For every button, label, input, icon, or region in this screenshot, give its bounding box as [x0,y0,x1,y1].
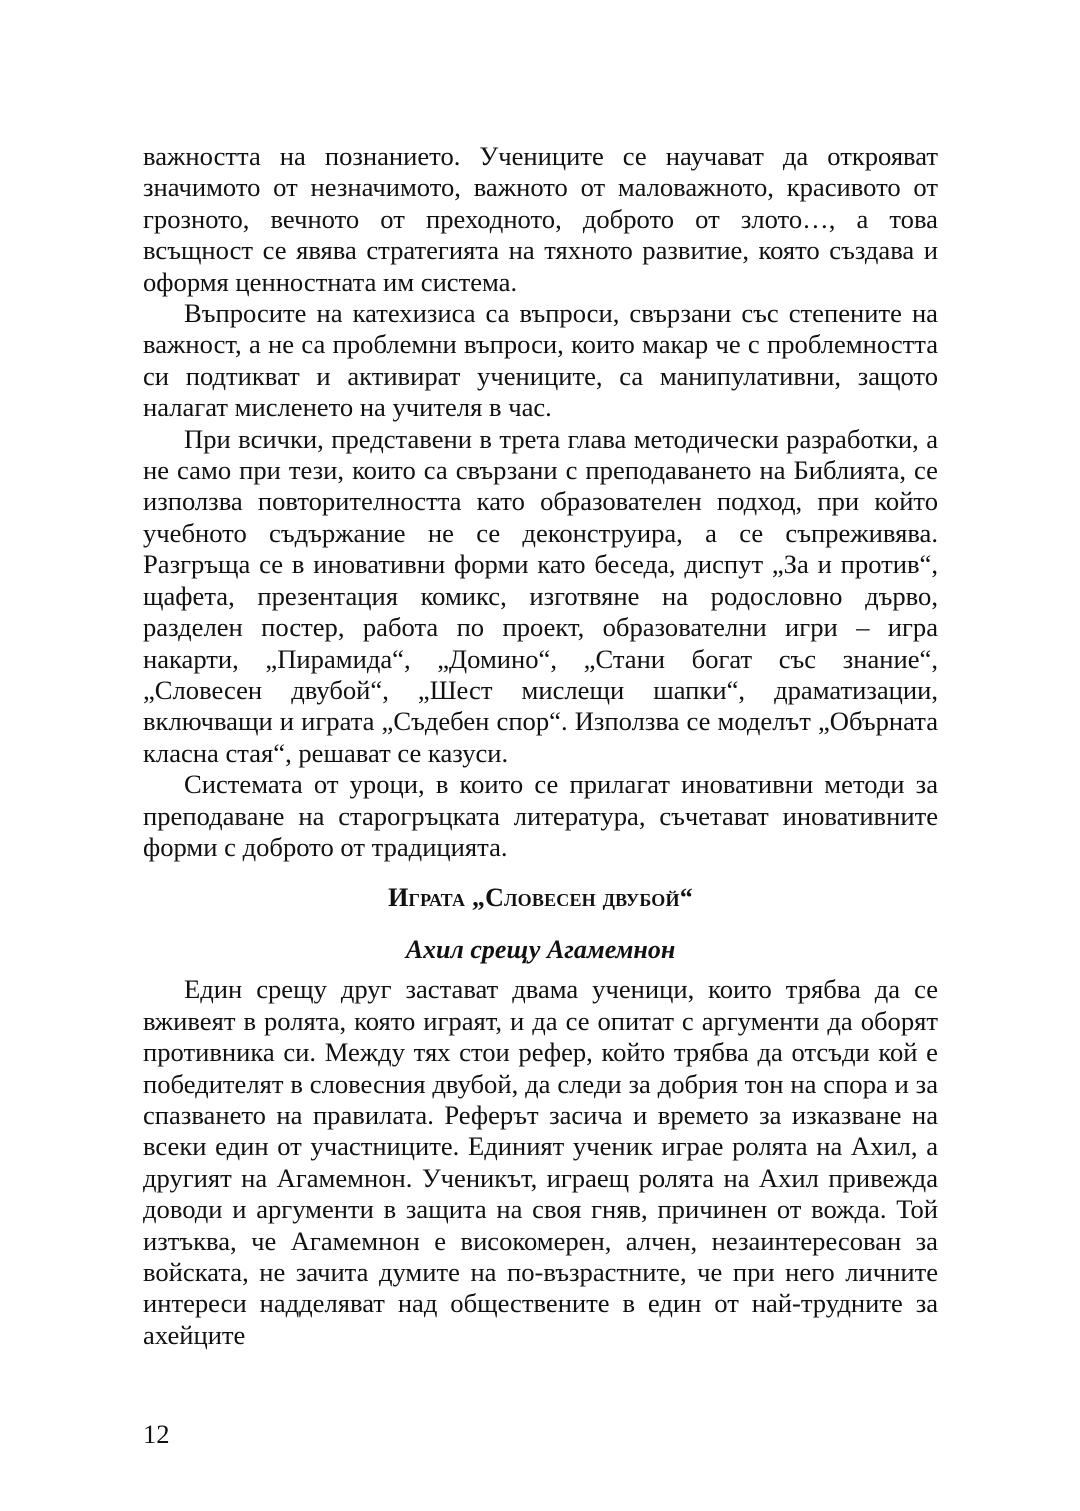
paragraph-lesson-system: Системата от уроци, в които се прилагат иновативни методи за преподаване на старогръцката литература, съчетават иновативните форми с доброто от традицията. [143,769,938,862]
page-number: 12 [143,1419,170,1449]
paragraph-continuation: важността на познанието. Учениците се научават да открояват значимото от незначимото, важното от маловажното, красивото от грозното, вечното от преходното, доброто от злото…, а това всъщност се явява стратегията на тяхното развитие, която създава и оформя ценностната им система. [143,141,938,297]
paragraph-methodical-developments: При всички, представени в трета глава методически разработки, а не само при тези, които са свързани с преподаването на Библията, се използва повторителността като образователен подход, при който учебното съдържание не се деконструира, а се съпреживява. Разгръща се в иновативни форми като беседа, диспут „За и против“, щафета, презентация комикс, изготвяне на родословно дърво, разделен постер, работа по проект, образователни игри – игра накарти, „Пирамида“, „Домино“, „Стани богат със знание“, „Словесен двубой“, „Шест мислещи шапки“, драматизации, включващи и играта „Съдебен спор“. Използва се моделът „Обърната класна стая“, решават се казуси. [143,423,938,768]
paragraph-game-description: Един срещу друг застават двама ученици, които трябва да се вживеят в ролята, която играят, и да се опитат с аргументи да оборят противника си. Между тях стои рефер, който трябва да отсъди кой е победителят в словесния двубой, да следи за добрия тон на спора и за спазването на правилата. Реферът засича и времето за изказване на всеки един от участниците. Единият ученик играе ролята на Ахил, а другият на Агамемнон. Ученикът, играещ ролята на Ахил привежда доводи и аргументи в защита на своя гняв, причинен от вожда. Той изтъква, че Агамемнон е високомерен, алчен, незаинтересован за войската, не зачита думите на по-възрастните, че при него личните интереси надделяват над обществените в един от най-трудните за ахейците [143,974,938,1350]
section-heading: Играта „Словесен двубой“ [388,883,693,913]
page-body [143,141,938,1351]
section-subheading: Ахил срещу Агамемнон [405,935,676,965]
paragraph-catechism-questions: Въпросите на катехизиса са въпроси, свързани със степените на важност, а не са проблемни въпроси, които макар че с проблемността си подтикват и активират учениците, са манипулативни, защото налагат мисленето на учителя в час. [143,298,938,423]
